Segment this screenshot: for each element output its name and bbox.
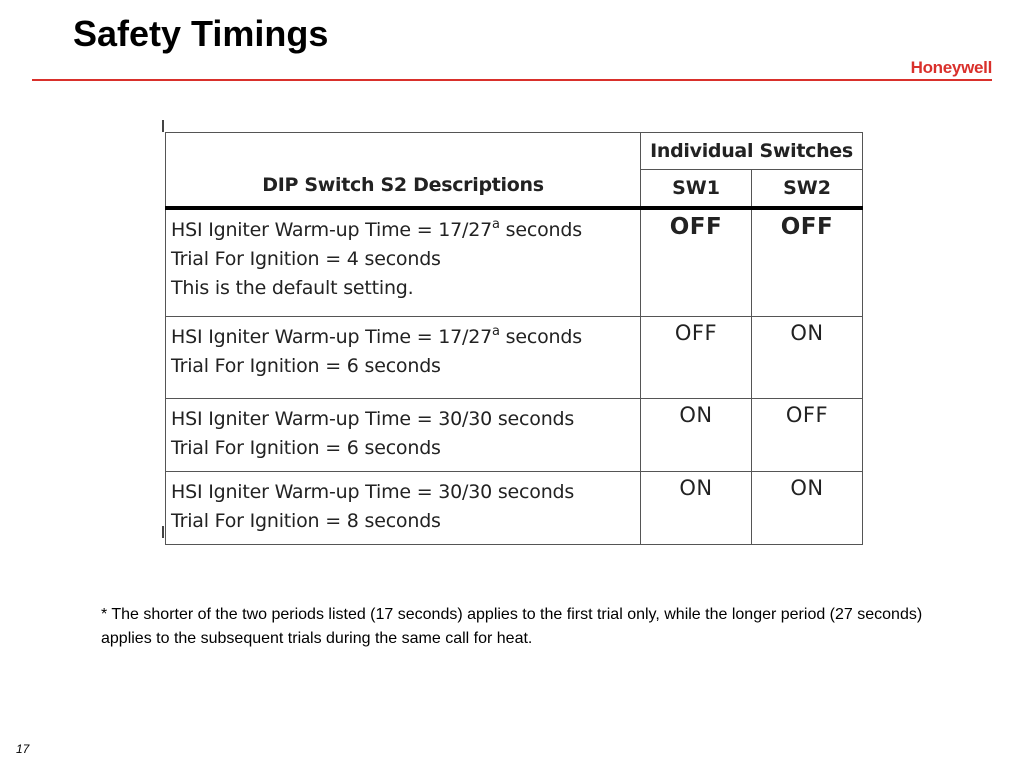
- setting-description-cell: [166, 208, 641, 317]
- description-text: HSI Igniter Warm-up Time = 30/30 seconds: [171, 481, 575, 503]
- page-number: 17: [16, 742, 30, 756]
- description-line: [166, 274, 640, 303]
- table-row: [166, 208, 863, 317]
- table-row: [166, 399, 863, 472]
- sw1-setting-cell: OFF: [641, 317, 752, 399]
- setting-description-cell: [166, 399, 641, 472]
- description-text: This is the default setting.: [171, 277, 414, 299]
- description-line: [166, 323, 640, 352]
- sw1-setting-cell: OFF: [641, 208, 752, 317]
- footnote: * The shorter of the two periods listed (17 seconds) applies to the first trial only, while the longer period (27 seconds) applies to the subsequent trials during the same call for heat.: [101, 606, 923, 647]
- description-line: [166, 507, 640, 536]
- footnote-marker: a: [492, 324, 500, 339]
- scan-edge-mark-bottom: [162, 526, 164, 538]
- table-row: [166, 317, 863, 399]
- description-line: [166, 405, 640, 434]
- footnote-marker: a: [492, 217, 500, 232]
- sw2-setting-cell: OFF: [752, 399, 863, 472]
- table-row: [166, 472, 863, 545]
- description-text: HSI Igniter Warm-up Time = 17/27: [171, 219, 493, 241]
- description-text-suffix: seconds: [499, 219, 582, 241]
- sw2-setting-cell: OFF: [752, 208, 863, 317]
- description-text: HSI Igniter Warm-up Time = 17/27: [171, 326, 493, 348]
- description-line: [166, 478, 640, 507]
- setting-description-cell: [166, 317, 641, 399]
- honeywell-logo: Honeywell: [910, 58, 992, 77]
- description-text: Trial For Ignition = 8 seconds: [171, 510, 441, 532]
- sw2-setting-cell: ON: [752, 472, 863, 545]
- slide-title: Safety Timings: [73, 13, 329, 54]
- description-line: [166, 434, 640, 463]
- title-divider: [32, 79, 992, 81]
- scan-edge-mark-top: [162, 120, 164, 132]
- description-text: Trial For Ignition = 6 seconds: [171, 437, 441, 459]
- description-line: [166, 352, 640, 381]
- description-text: Trial For Ignition = 6 seconds: [171, 355, 441, 377]
- description-line: [166, 245, 640, 274]
- sw1-column-header: SW1: [641, 170, 752, 209]
- sw1-setting-cell: ON: [641, 399, 752, 472]
- description-line: [166, 216, 640, 245]
- description-text-suffix: seconds: [499, 326, 582, 348]
- description-column-header: DIP Switch S2 Descriptions: [166, 133, 641, 209]
- sw1-setting-cell: ON: [641, 472, 752, 545]
- dip-switch-table-image: [162, 120, 866, 538]
- individual-switches-header: Individual Switches: [641, 133, 863, 170]
- description-text: Trial For Ignition = 4 seconds: [171, 248, 441, 270]
- sw2-column-header: SW2: [752, 170, 863, 209]
- dip-table-body: [166, 208, 863, 545]
- setting-description-cell: [166, 472, 641, 545]
- sw2-setting-cell: ON: [752, 317, 863, 399]
- description-text: HSI Igniter Warm-up Time = 30/30 seconds: [171, 408, 575, 430]
- dip-switch-table: [165, 132, 863, 545]
